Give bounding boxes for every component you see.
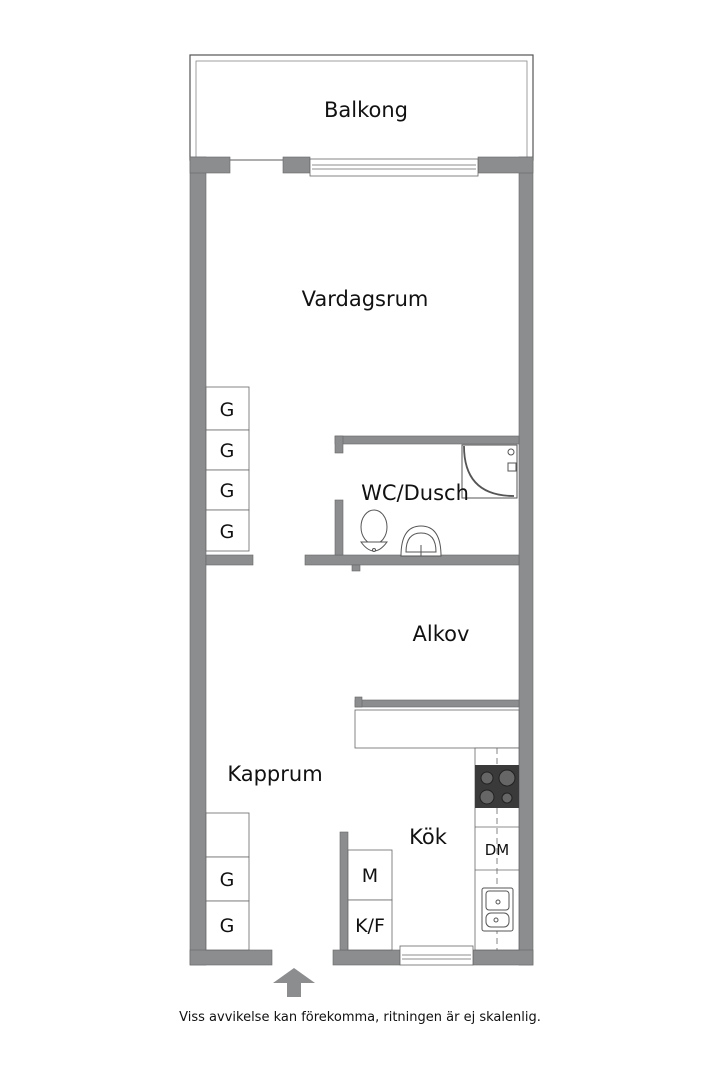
room-label-living-room: Vardagsrum [301, 287, 429, 311]
wardrobe-label: G [219, 440, 235, 462]
microwave-label: M [361, 865, 379, 887]
toilet-icon [361, 510, 387, 552]
room-label-balcony: Balkong [323, 98, 409, 122]
stove-icon [475, 765, 519, 808]
wardrobe-label: G [219, 480, 235, 502]
balcony [190, 55, 533, 160]
room-label-bathroom: WC/Dusch [361, 481, 469, 505]
entrance-arrow-icon [273, 968, 315, 997]
washbasin-icon [401, 526, 441, 556]
room-label-kitchen: Kök [409, 825, 447, 849]
window-top [310, 159, 478, 176]
counter [355, 710, 519, 748]
sink-icon [482, 888, 513, 931]
shower [462, 445, 517, 498]
dishwasher-label: DM [484, 841, 510, 859]
wardrobe-label: G [219, 399, 235, 421]
room-label-alcove: Alkov [412, 622, 470, 646]
room-label-hallway: Kapprum [227, 762, 323, 786]
window-kitchen [400, 946, 473, 965]
wardrobe-label: G [219, 521, 235, 543]
wardrobe-label: G [219, 869, 235, 891]
fridge-freezer-label: K/F [355, 915, 385, 937]
wardrobe-label: G [219, 915, 235, 937]
disclaimer-note: Viss avvikelse kan förekomma, ritningen är ej skalenlig. [179, 1010, 541, 1025]
